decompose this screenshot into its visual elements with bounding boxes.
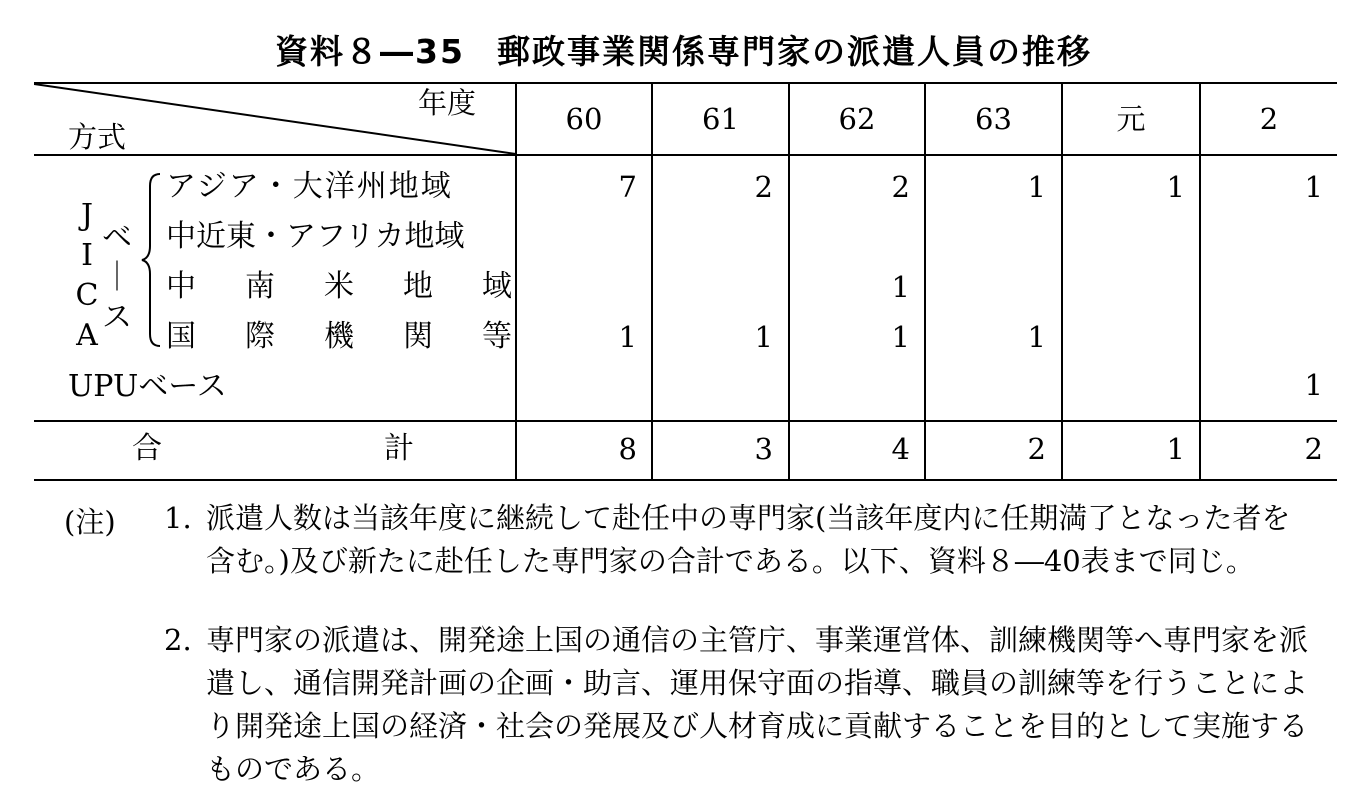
table-cell: 2: [891, 170, 910, 204]
year-header: 61: [702, 102, 739, 136]
jica-letter: A: [76, 318, 98, 353]
brace-icon: [140, 172, 162, 348]
total-label-right: 計: [384, 431, 414, 466]
note-text: 派遣人数は当該年度に継続して赴任中の専門家(当該年度内に任期満了となった者を含む。)及び新たに赴任した専門家の合計である。以下、資料８―40表まで同じ。: [206, 501, 1291, 578]
total-cell: 4: [891, 432, 910, 466]
total-cell: 3: [754, 432, 773, 466]
year-header: 元: [1116, 102, 1146, 136]
base-char: ｜: [102, 260, 132, 295]
total-cell: 2: [1304, 432, 1323, 466]
note-index: 1.: [164, 501, 192, 535]
year-header: 2: [1259, 102, 1279, 136]
table-cell: 1: [618, 320, 637, 354]
jica-letter: I: [81, 238, 93, 273]
column-rule: [1061, 82, 1063, 481]
total-cell: 1: [1166, 432, 1185, 466]
row-label-mideast: 中近東・アフリカ地域: [166, 219, 465, 254]
row-label-upu: UPUベース: [68, 369, 227, 404]
table-cell: 1: [1304, 170, 1323, 204]
year-header: 62: [838, 102, 876, 136]
total-label-left: 合: [132, 431, 162, 466]
jica-letter: J: [80, 198, 94, 233]
notes-label: (注): [64, 505, 116, 539]
column-rule: [651, 82, 653, 481]
year-header: 63: [975, 102, 1012, 136]
base-vertical-label: [102, 218, 132, 338]
table-cell: 7: [618, 170, 637, 204]
note-item-2: [164, 619, 1316, 791]
base-char: ス: [102, 300, 132, 335]
row-label-intl: 国際機関等: [166, 319, 561, 354]
table-cell: 1: [1166, 170, 1185, 204]
title-number: 資料８―35: [275, 32, 465, 71]
corner-method-label: 方式: [68, 120, 127, 154]
total-top-rule: [34, 420, 1337, 422]
table-cell: 1: [1304, 368, 1323, 402]
year-header: 60: [565, 102, 603, 136]
table-cell: 1: [754, 320, 773, 354]
corner-year-label: 年度: [418, 86, 477, 120]
title-text: 郵政事業関係専門家の派遣人員の推移: [496, 32, 1092, 71]
total-cell: 8: [618, 432, 637, 466]
note-index: 2.: [164, 623, 192, 657]
note-text: 専門家の派遣は、開発途上国の通信の主管庁、事業運営体、訓練機関等へ専門家を派遣し、通信開発計画の企画・助言、運用保守面の指導、職員の訓練等を行うことにより開発途上国の経済・社会の発展及び人材育成に貢献することを目的として実施するものである。: [206, 623, 1309, 786]
table-cell: 1: [891, 270, 910, 304]
table-cell: 1: [891, 320, 910, 354]
table-cell: 2: [754, 170, 773, 204]
table-bottom-rule: [34, 479, 1337, 481]
base-char: ベ: [102, 220, 132, 255]
table-cell: 1: [1027, 320, 1046, 354]
column-rule: [924, 82, 926, 481]
row-label-asia: アジア・大洋州地域: [166, 169, 453, 204]
column-rule: [1199, 82, 1201, 481]
jica-vertical-label: [72, 196, 102, 356]
table-cell: 1: [1027, 170, 1046, 204]
jica-letter: C: [75, 278, 99, 313]
total-cell: 2: [1027, 432, 1046, 466]
row-label-latam: 中南米地域: [166, 269, 561, 304]
note-item-1: [164, 497, 1316, 583]
